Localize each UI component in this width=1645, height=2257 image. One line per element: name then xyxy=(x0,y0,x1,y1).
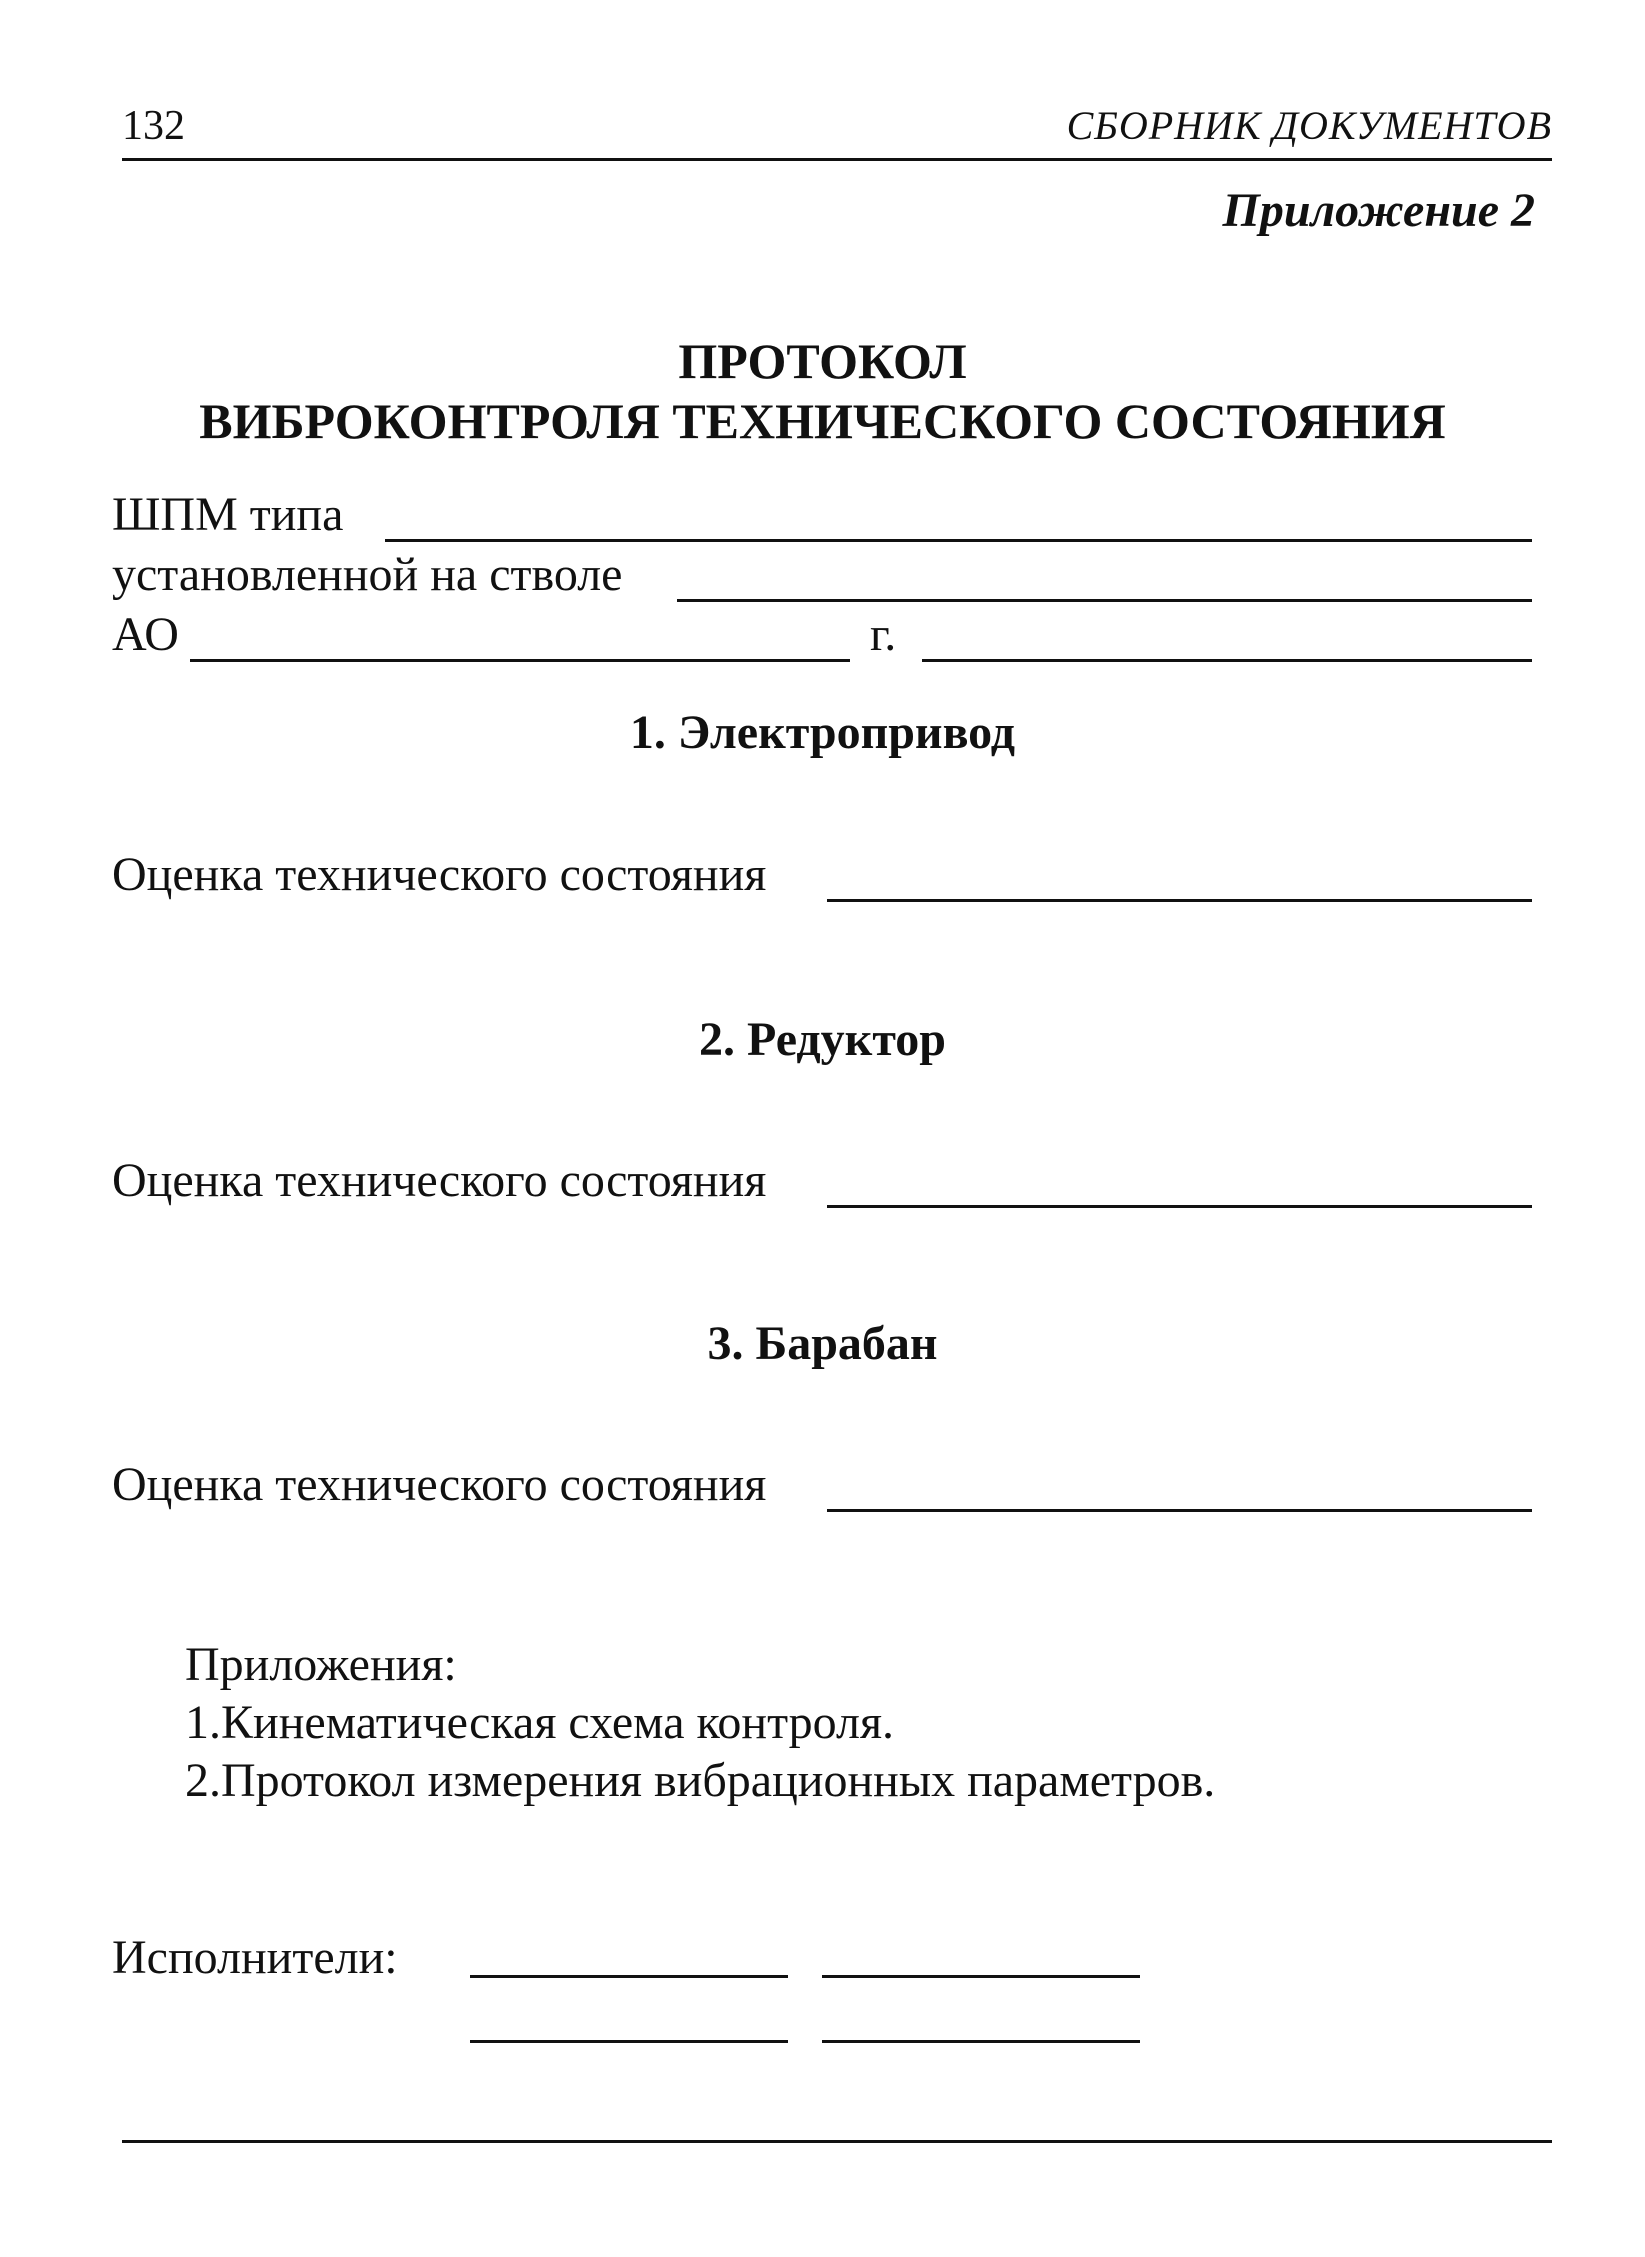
section-heading-reducer: 2. Редуктор xyxy=(699,1013,946,1066)
attachment-item: 1.Кинематическая схема контроля. xyxy=(185,1696,895,1749)
section-heading-electric-drive: 1. Электропривод xyxy=(629,706,1016,759)
ao-field[interactable] xyxy=(190,659,850,662)
ao-row xyxy=(112,608,1532,668)
signature-line[interactable] xyxy=(470,1975,788,1978)
document-title: ПРОТОКОЛ xyxy=(678,333,967,389)
ao-label: АО xyxy=(112,608,179,661)
city-field[interactable] xyxy=(922,659,1532,662)
attachments-label: Приложения: xyxy=(185,1638,457,1691)
assessment-row-reducer xyxy=(112,1154,1532,1214)
page-number: 132 xyxy=(122,103,185,149)
installed-row xyxy=(112,548,1532,608)
assessment-label: Оценка технического состояния xyxy=(112,848,767,901)
shpm-type-field[interactable] xyxy=(385,539,1532,542)
section-heading-drum: 3. Барабан xyxy=(707,1317,938,1370)
running-header xyxy=(122,98,1552,161)
city-label: г. xyxy=(870,608,897,661)
assessment-label: Оценка технического состояния xyxy=(112,1458,767,1511)
signature-line[interactable] xyxy=(822,1975,1140,1978)
bottom-rule xyxy=(122,2140,1552,2143)
assessment-field-electric-drive[interactable] xyxy=(827,899,1532,902)
assessment-field-reducer[interactable] xyxy=(827,1205,1532,1208)
assessment-row-electric-drive xyxy=(112,848,1532,908)
book-title: СБОРНИК ДОКУМЕНТОВ xyxy=(1066,103,1552,148)
performers-label: Исполнители: xyxy=(112,1931,398,1984)
shpm-type-row xyxy=(112,488,1532,548)
shpm-type-label: ШПМ типа xyxy=(112,488,344,541)
installed-field[interactable] xyxy=(677,599,1532,602)
assessment-row-drum xyxy=(112,1458,1532,1518)
document-subtitle: ВИБРОКОНТРОЛЯ ТЕХНИЧЕСКОГО СОСТОЯНИЯ xyxy=(199,393,1446,449)
installed-label: установленной на стволе xyxy=(112,548,623,601)
signature-line[interactable] xyxy=(822,2040,1140,2043)
assessment-label: Оценка технического состояния xyxy=(112,1154,767,1207)
assessment-field-drum[interactable] xyxy=(827,1509,1532,1512)
appendix-label: Приложение 2 xyxy=(1222,184,1535,237)
signature-line[interactable] xyxy=(470,2040,788,2043)
attachment-item: 2.Протокол измерения вибрационных параметров. xyxy=(185,1754,1216,1807)
